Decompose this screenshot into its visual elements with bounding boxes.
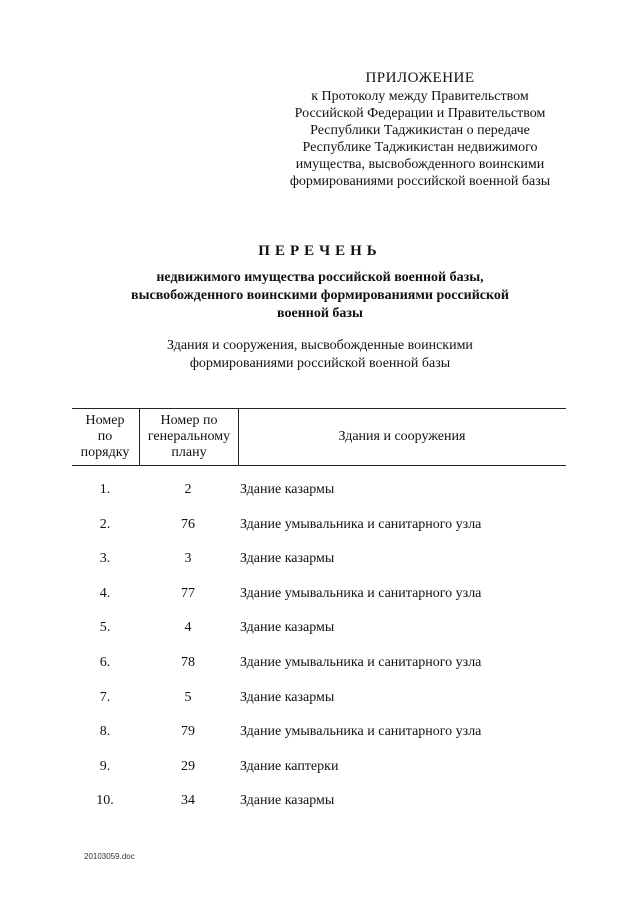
section-line: формированиями российской военной базы [189, 356, 451, 371]
section-heading [80, 337, 560, 373]
row-number: 5. [99, 620, 111, 636]
row-building-name: Здание умывальника и санитарного узла [240, 724, 482, 740]
appendix-heading: ПРИЛОЖЕНИЕ [365, 70, 475, 86]
table-row [72, 585, 566, 620]
row-building-name: Здание казармы [240, 620, 335, 636]
header-text: Номер по [160, 413, 218, 428]
row-building-name: Здание умывальника и санитарного узла [240, 585, 482, 601]
appendix-line: Республике Таджикистан недвижимого [302, 140, 538, 155]
document-subtitle [80, 269, 560, 323]
subtitle-line: недвижимого имущества российской военной базы, [156, 270, 484, 285]
row-number: 1. [99, 482, 111, 497]
row-number: 10. [96, 793, 114, 809]
row-building-name: Здание казармы [240, 482, 335, 497]
header-text: Номер [85, 413, 125, 428]
row-plan-number: 29 [181, 758, 195, 774]
row-number: 3. [99, 551, 111, 567]
row-number: 7. [99, 689, 111, 705]
row-building-name: Здание казармы [240, 793, 335, 809]
row-plan-number: 5 [184, 689, 192, 705]
table-row [72, 689, 566, 724]
row-building-name: Здание казармы [240, 689, 335, 705]
header-row-number [72, 409, 138, 465]
header-text: генеральному [147, 429, 231, 444]
table-row [72, 758, 566, 793]
appendix-line: формированиями российской военной базы [289, 174, 551, 189]
row-plan-number: 77 [181, 585, 195, 601]
header-text: плану [171, 445, 207, 460]
header-buildings: Здания и сооружения [338, 429, 466, 444]
table-row [72, 654, 566, 689]
row-plan-number: 3 [184, 551, 192, 567]
appendix-line: Российской Федерации и Правительством [294, 106, 546, 121]
file-name-footer: 20103059.doc [84, 852, 135, 861]
table-row [72, 481, 566, 516]
header-plan-number [139, 409, 239, 465]
document-title: ПЕРЕЧЕНЬ [258, 243, 382, 259]
appendix-line: к Протоколу между Правительством [311, 89, 529, 104]
row-plan-number: 2 [184, 482, 192, 497]
row-building-name: Здание умывальника и санитарного узла [240, 516, 482, 532]
table-row [72, 792, 566, 827]
table-row [72, 550, 566, 585]
appendix-block [270, 70, 570, 190]
row-number: 6. [99, 654, 111, 670]
subtitle-line: военной базы [277, 306, 363, 321]
table-body [72, 481, 566, 827]
buildings-table [72, 408, 566, 809]
row-plan-number: 34 [181, 793, 195, 809]
table-row [72, 619, 566, 654]
section-line: Здания и сооружения, высвобожденные воинскими [167, 338, 473, 353]
row-plan-number: 76 [181, 516, 195, 532]
table-row [72, 723, 566, 758]
table-header [72, 408, 566, 466]
header-text: по [97, 429, 113, 444]
row-number: 8. [99, 724, 111, 740]
row-plan-number: 78 [181, 654, 195, 670]
row-building-name: Здание каптерки [240, 758, 339, 774]
table-row [72, 516, 566, 551]
row-plan-number: 79 [181, 724, 195, 740]
appendix-line: имущества, высвобожденного воинскими [295, 157, 545, 172]
subtitle-line: высвобожденного воинскими формированиями российской [131, 288, 509, 303]
row-building-name: Здание казармы [240, 551, 335, 567]
header-text: порядку [80, 445, 130, 460]
row-building-name: Здание умывальника и санитарного узла [240, 654, 482, 670]
title-block [80, 243, 560, 373]
row-plan-number: 4 [184, 620, 192, 636]
row-number: 4. [99, 585, 111, 601]
appendix-line: Республики Таджикистан о передаче [310, 123, 530, 138]
row-number: 9. [99, 758, 111, 774]
row-number: 2. [99, 516, 111, 532]
